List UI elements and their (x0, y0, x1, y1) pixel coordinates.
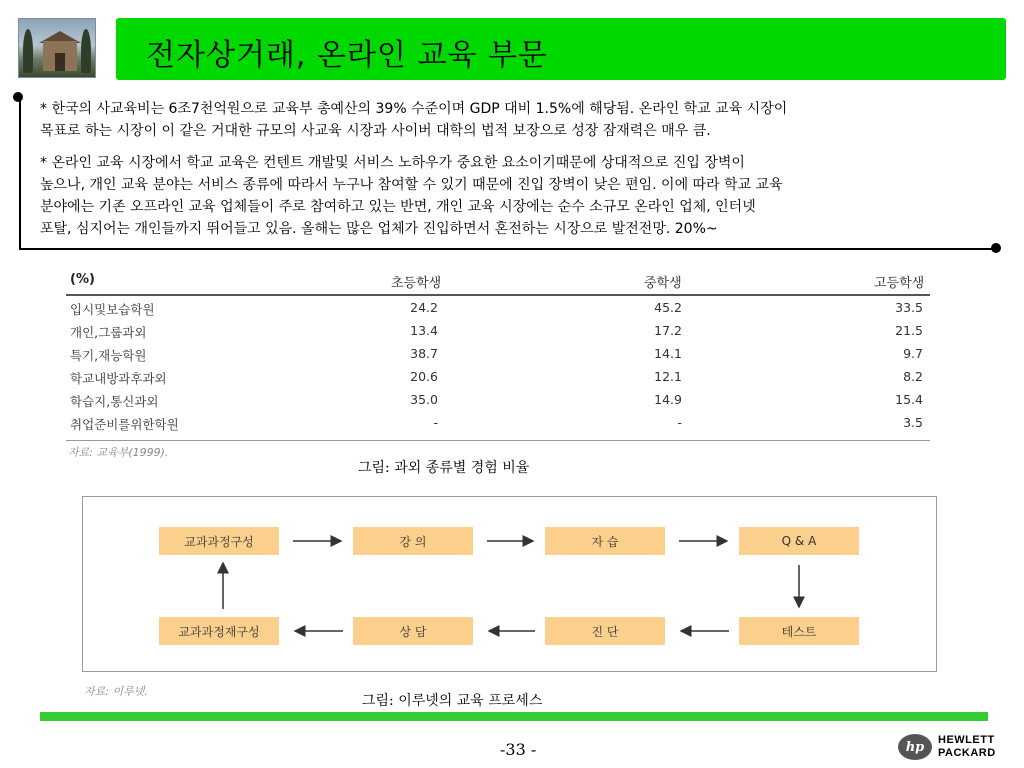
table-cell: 3.5 (903, 415, 923, 430)
process-step-self-study: 자 습 (545, 527, 665, 555)
table-cell: 45.2 (654, 300, 682, 315)
hp-logo-line1: HEWLETT (938, 734, 995, 746)
table-cell: 14.1 (654, 346, 682, 361)
page-title: 전자상거래, 온라인 교육 부문 (146, 38, 548, 73)
table-row-label: 취업준비를위한학원 (70, 417, 179, 432)
table-cell: - (677, 415, 682, 430)
paragraph-1: * 한국의 사교육비는 6조7천억원으로 교육부 총예산의 39% 수준이며 GDP 대비 1.5%에 해당됨. 온라인 학교 교육 시장이 목표로 하는 시장이 이 같은 거대한 규모의 사교육 시장과 사이버 대학의 법적 보장으로 성장 잠재력은 매우 큼. (40, 101, 788, 139)
table-row-label: 특기,재능학원 (70, 348, 147, 363)
hp-logo-text (938, 734, 996, 760)
table-row-label: 개인,그룹과외 (70, 325, 147, 340)
table-cell: - (433, 415, 438, 430)
process-step-test: 테스트 (739, 617, 859, 645)
table-unit: (%) (70, 272, 95, 287)
table-cell: 24.2 (410, 300, 438, 315)
hp-logo-line2: PACKARD (938, 747, 996, 759)
paragraph-2: * 온라인 교육 시장에서 학교 교육은 컨텐트 개발및 서비스 노하우가 중요한 요소이기때문에 상대적으로 진입 장벽이 높으나, 개인 교육 분야는 서비스 종류에 따라서 누구나 참여할 수 있기 때문에 진입 장벽이 낮은 편임. 이에 따라 학교 교육 분야에는 기존 오프라인 교육 업체들이 주로 참여하고 있는 반면, 개인 교육 시장에는 순수 소규모 온라인 업체, 인터넷 포탈, 심지어는 개인들까지 뛰어들고 있음. 올해는 많은 업체가 진입하면서 혼전하는 시장으로 발전전망. 20%~ (40, 155, 783, 237)
table-cell: 33.5 (895, 300, 923, 315)
frame-dot-bottom (991, 243, 1001, 253)
table-cell: 21.5 (895, 323, 923, 338)
process-step-counseling: 상 담 (353, 617, 473, 645)
process-caption: 그림: 이루넷의 교육 프로세스 (362, 693, 543, 709)
process-diagram (82, 496, 937, 672)
table-bottom-rule (66, 440, 930, 441)
table-cell: 12.1 (654, 369, 682, 384)
page-number: -33 - (500, 740, 537, 759)
column-header-high: 고등학생 (874, 276, 925, 291)
frame-horizontal-line (19, 248, 997, 250)
table-cell: 20.6 (410, 369, 438, 384)
hp-logo (898, 732, 1010, 762)
process-step-curriculum-rebuild: 교과과정재구성 (159, 617, 279, 645)
table-cell: 14.9 (654, 392, 682, 407)
table-cell: 38.7 (410, 346, 438, 361)
frame-vertical-line (19, 96, 21, 250)
process-arrows (83, 497, 936, 671)
table-cell: 17.2 (654, 323, 682, 338)
education-survey-table (66, 264, 930, 464)
column-header-middle: 중학생 (644, 276, 682, 291)
table-row-label: 학습지,통신과외 (70, 394, 159, 409)
table-row-label: 학교내방과후과외 (70, 371, 167, 386)
frame-dot-top (13, 92, 23, 102)
hp-logo-mark: hp (898, 734, 932, 760)
table-cell: 13.4 (410, 323, 438, 338)
table-source: 자료: 교육부(1999). (68, 446, 169, 459)
header-thumbnail-image (18, 18, 96, 78)
process-step-diagnosis: 진 단 (545, 617, 665, 645)
footer-bar (40, 712, 988, 721)
table-cell: 35.0 (410, 392, 438, 407)
table-header-rule (66, 294, 930, 296)
process-step-curriculum: 교과과정구성 (159, 527, 279, 555)
table-cell: 15.4 (895, 392, 923, 407)
process-step-lecture: 강 의 (353, 527, 473, 555)
process-source: 자료: 이루넷. (84, 685, 148, 698)
table-row-label: 입시및보습학원 (70, 302, 155, 317)
table-cell: 9.7 (903, 346, 923, 361)
table-caption: 그림: 과외 종류별 경험 비율 (358, 460, 530, 476)
column-header-elementary: 초등학생 (391, 276, 442, 291)
process-step-qa: Q & A (739, 527, 859, 555)
table-cell: 8.2 (903, 369, 923, 384)
